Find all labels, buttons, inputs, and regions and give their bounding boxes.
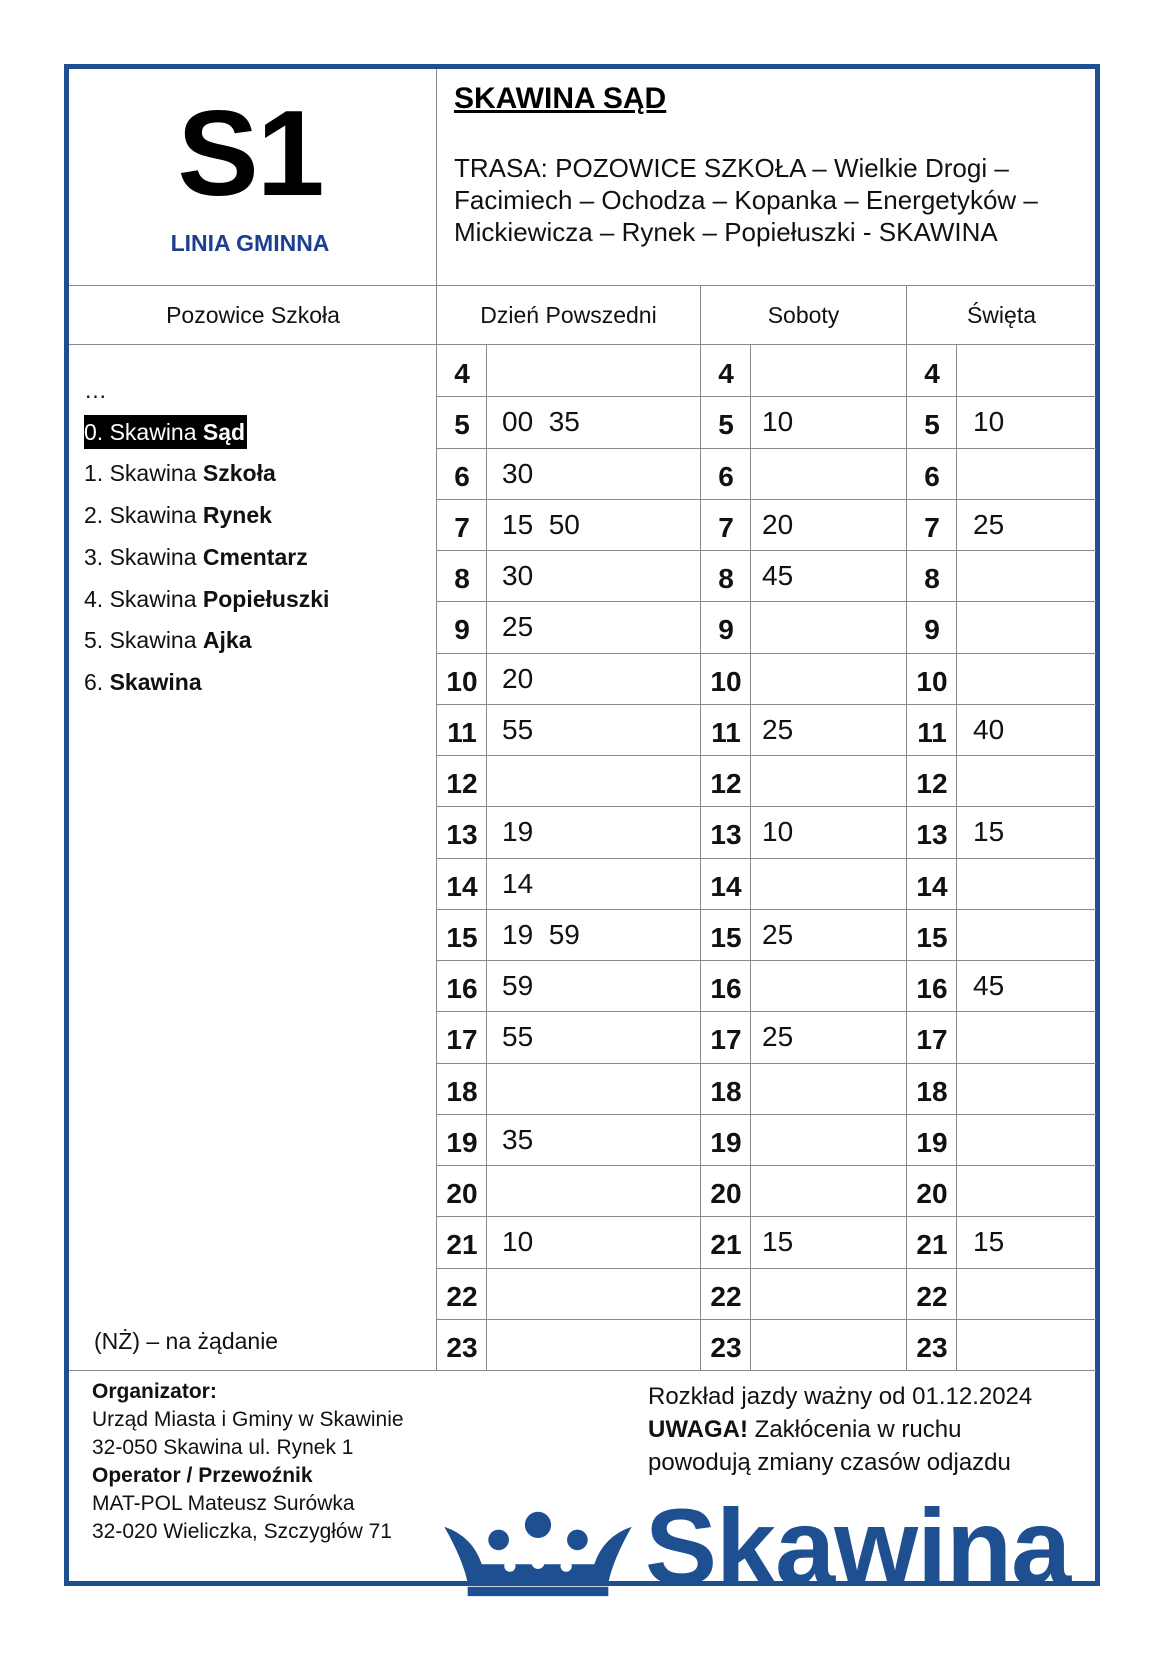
hour-cell: 19 bbox=[710, 1126, 742, 1158]
hour-cell: 6 bbox=[718, 460, 734, 492]
hour-cell: 4 bbox=[924, 358, 940, 389]
hour-cell: 9 bbox=[718, 614, 734, 646]
minutes-cell: 30 bbox=[502, 457, 534, 489]
hour-cell: 11 bbox=[447, 716, 477, 748]
hour-cell: 4 bbox=[718, 358, 734, 389]
minutes-cell: 10 bbox=[762, 816, 794, 848]
minutes-cell: 20 bbox=[502, 662, 534, 694]
minutes-cell: 15 bbox=[973, 816, 1005, 848]
operator-heading: Operator / Przewoźnik bbox=[92, 1464, 313, 1487]
route-line: TRASA: POZOWICE SZKOŁA – Wielkie Drogi – bbox=[454, 153, 1009, 183]
hour-cell: 16 bbox=[446, 973, 478, 1004]
minutes-cell: 55 bbox=[502, 713, 534, 745]
footer-contacts bbox=[92, 1378, 404, 1546]
divider bbox=[69, 285, 1096, 286]
minutes-cell: 25 bbox=[973, 508, 1005, 540]
row-divider bbox=[437, 1268, 1096, 1269]
list-item: 5. Skawina Ajka bbox=[84, 627, 252, 654]
hour-cell: 21 bbox=[916, 1229, 948, 1261]
minutes-cell: 45 bbox=[973, 970, 1005, 1001]
hour-cell: 13 bbox=[446, 819, 478, 851]
hour-cell: 18 bbox=[710, 1075, 742, 1107]
divider bbox=[69, 344, 1096, 345]
hour-cell: 14 bbox=[916, 870, 948, 902]
row-divider bbox=[437, 1319, 1096, 1320]
row-divider bbox=[437, 653, 1096, 654]
hour-cell: 16 bbox=[710, 973, 742, 1004]
hour-cell: 13 bbox=[710, 819, 742, 851]
hour-cell: 5 bbox=[718, 409, 734, 441]
row-divider bbox=[437, 550, 1096, 551]
row-divider bbox=[437, 1216, 1096, 1217]
request-stop-note: (NŻ) – na żądanie bbox=[94, 1328, 279, 1354]
hour-cell: 11 bbox=[917, 716, 947, 748]
hour-cell: 23 bbox=[916, 1331, 948, 1363]
warning: UWAGA! Zakłócenia w ruchu bbox=[648, 1416, 962, 1443]
minutes-cell: 25 bbox=[502, 611, 534, 643]
minutes-cell: 15 bbox=[762, 1226, 794, 1258]
hour-cell: 15 bbox=[916, 921, 948, 953]
minutes-cell: 15 bbox=[973, 1226, 1005, 1258]
hour-cell: 23 bbox=[446, 1331, 478, 1363]
row-divider bbox=[437, 909, 1096, 910]
minutes-cell: 14 bbox=[502, 867, 534, 899]
hour-cell: 17 bbox=[916, 1024, 948, 1056]
hour-cell: 22 bbox=[916, 1280, 948, 1312]
hour-cell: 21 bbox=[446, 1229, 478, 1261]
minutes-cell: 15 50 bbox=[502, 508, 580, 540]
minutes-cell: 30 bbox=[502, 560, 534, 591]
list-item: 6. Skawina bbox=[84, 668, 202, 695]
hour-cell: 12 bbox=[446, 768, 478, 799]
hour-cell: 7 bbox=[454, 511, 470, 543]
minutes-cell: 45 bbox=[762, 560, 794, 591]
hour-cell: 23 bbox=[710, 1331, 742, 1363]
list-item: 2. Skawina Rynek bbox=[84, 502, 272, 529]
hour-cell: 18 bbox=[916, 1075, 948, 1107]
minutes-cell: 19 bbox=[502, 816, 534, 848]
operator-line: 32-020 Wieliczka, Szczygłów 71 bbox=[92, 1520, 392, 1543]
list-item: 4. Skawina Popiełuszki bbox=[84, 585, 330, 612]
stops-column-heading: Pozowice Szkoła bbox=[166, 302, 340, 328]
hour-cell: 8 bbox=[718, 563, 734, 594]
row-divider bbox=[437, 1165, 1096, 1166]
validity-info bbox=[648, 1380, 1032, 1479]
hour-cell: 7 bbox=[924, 511, 940, 543]
list-item: 1. Skawina Szkoła bbox=[84, 460, 276, 487]
row-divider bbox=[437, 704, 1096, 705]
minutes-cell: 20 bbox=[762, 508, 794, 540]
hour-cell: 4 bbox=[454, 358, 470, 389]
hour-cell: 15 bbox=[710, 921, 742, 953]
organizer-line: Urząd Miasta i Gminy w Skawinie bbox=[92, 1408, 404, 1431]
row-divider bbox=[437, 396, 1096, 397]
hour-cell: 15 bbox=[446, 921, 478, 953]
hour-cell: 12 bbox=[916, 768, 948, 799]
saturday-column-heading: Soboty bbox=[767, 302, 840, 328]
hour-cell: 17 bbox=[446, 1024, 478, 1056]
list-item: 3. Skawina Cmentarz bbox=[84, 543, 308, 570]
route-line: Facimiech – Ochodza – Kopanka – Energetyków – bbox=[454, 185, 1038, 215]
hour-cell: 16 bbox=[916, 973, 948, 1004]
stop-title: SKAWINA SĄD bbox=[454, 82, 667, 115]
minutes-cell: 19 59 bbox=[502, 918, 580, 950]
weekday-column-heading: Dzień Powszedni bbox=[480, 302, 657, 328]
minutes-cell: 40 bbox=[973, 713, 1005, 745]
crown-icon bbox=[438, 1508, 638, 1598]
hour-cell: 5 bbox=[924, 409, 940, 441]
hour-cell: 12 bbox=[710, 768, 742, 799]
hour-cell: 20 bbox=[446, 1178, 478, 1209]
minutes-cell: 00 35 bbox=[502, 406, 580, 438]
hour-cell: 8 bbox=[454, 563, 470, 594]
hour-cell: 10 bbox=[916, 665, 948, 697]
hour-cell: 21 bbox=[710, 1229, 742, 1261]
brand-wordmark: Skawina bbox=[645, 1486, 1071, 1607]
minutes-cell: 35 bbox=[502, 1123, 534, 1155]
hour-cell: 18 bbox=[446, 1075, 478, 1107]
hour-cell: 22 bbox=[446, 1280, 478, 1312]
hour-cell: 6 bbox=[454, 460, 470, 492]
hour-cell: 17 bbox=[710, 1024, 742, 1056]
organizer-heading: Organizator: bbox=[92, 1380, 217, 1403]
hour-cell: 7 bbox=[718, 511, 734, 543]
hour-cell: 14 bbox=[446, 870, 478, 902]
minutes-cell: 25 bbox=[762, 1021, 794, 1053]
hour-cell: 9 bbox=[454, 614, 470, 646]
minutes-cell: 25 bbox=[762, 918, 794, 950]
hour-cell: 19 bbox=[916, 1126, 948, 1158]
hour-cell: 11 bbox=[711, 716, 741, 748]
hour-cell: 9 bbox=[924, 614, 940, 646]
row-divider bbox=[437, 601, 1096, 602]
line-type: LINIA GMINNA bbox=[170, 230, 330, 256]
validity-date: Rozkład jazdy ważny od 01.12.2024 bbox=[648, 1383, 1033, 1410]
warning-line: powodują zmiany czasów odjazdu bbox=[648, 1449, 1011, 1476]
list-item-current-stop: 0. Skawina Sąd bbox=[84, 412, 329, 454]
hour-cell: 22 bbox=[710, 1280, 742, 1312]
operator-line: MAT-POL Mateusz Surówka bbox=[92, 1492, 355, 1515]
hour-cell: 5 bbox=[454, 409, 470, 441]
stop-list bbox=[84, 370, 329, 704]
organizer-line: 32-050 Skawina ul. Rynek 1 bbox=[92, 1436, 354, 1459]
hour-cell: 10 bbox=[446, 665, 478, 697]
route-line: Mickiewicza – Rynek – Popiełuszki - SKAWINA bbox=[454, 217, 998, 247]
route-description bbox=[454, 152, 1084, 248]
row-divider bbox=[437, 858, 1096, 859]
minutes-cell: 10 bbox=[762, 406, 794, 438]
hour-cell: 19 bbox=[446, 1126, 478, 1158]
row-divider bbox=[437, 499, 1096, 500]
list-item: … bbox=[84, 377, 107, 403]
row-divider bbox=[437, 1011, 1096, 1012]
row-divider bbox=[437, 1114, 1096, 1115]
row-divider bbox=[437, 960, 1096, 961]
hour-cell: 6 bbox=[924, 460, 940, 492]
hour-cell: 10 bbox=[710, 665, 742, 697]
hour-cell: 20 bbox=[916, 1178, 948, 1209]
minutes-cell: 25 bbox=[762, 713, 794, 745]
hour-cell: 13 bbox=[916, 819, 948, 851]
hour-cell: 8 bbox=[924, 563, 940, 594]
warning-label: UWAGA! bbox=[648, 1416, 748, 1443]
line-number: S1 bbox=[177, 85, 323, 221]
row-divider bbox=[437, 1063, 1096, 1064]
minutes-cell: 55 bbox=[502, 1021, 534, 1053]
row-divider bbox=[437, 448, 1096, 449]
holiday-column-heading: Święta bbox=[966, 302, 1037, 328]
row-divider bbox=[437, 755, 1096, 756]
minutes-cell: 59 bbox=[502, 970, 534, 1001]
row-divider bbox=[437, 806, 1096, 807]
minutes-cell: 10 bbox=[973, 406, 1005, 438]
hour-cell: 20 bbox=[710, 1178, 742, 1209]
hour-cell: 14 bbox=[710, 870, 742, 902]
minutes-cell: 10 bbox=[502, 1226, 534, 1258]
divider bbox=[69, 1370, 1096, 1371]
